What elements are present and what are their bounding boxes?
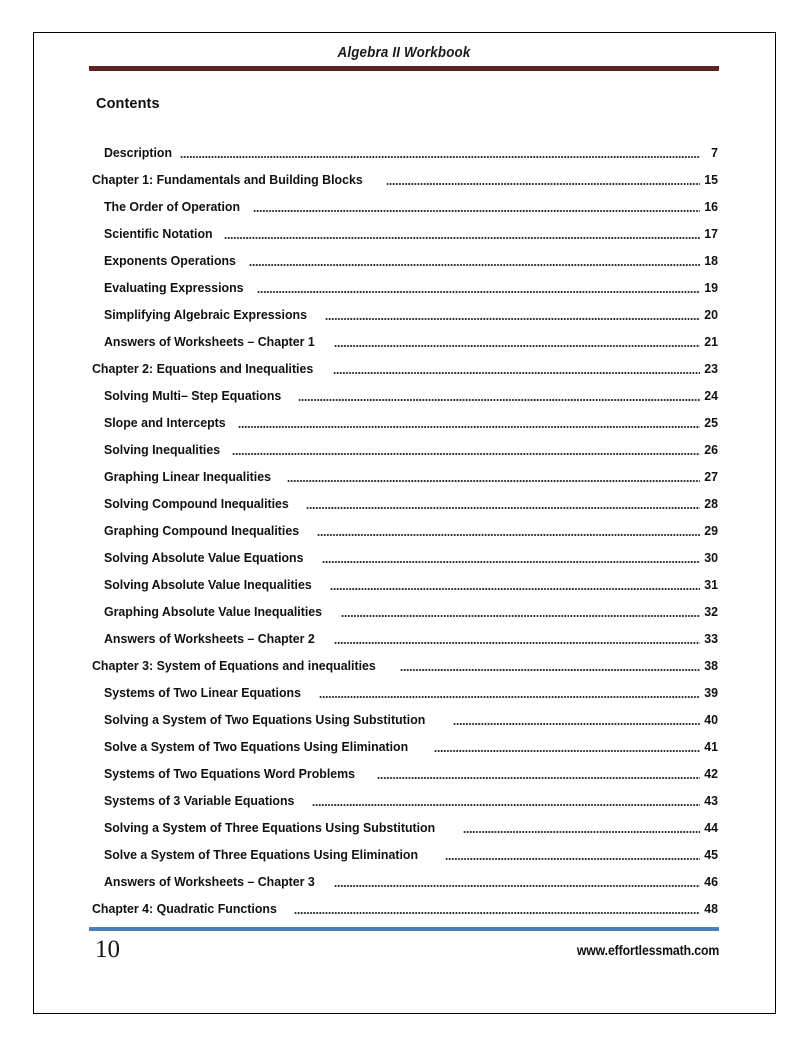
toc-entry-page: 29 bbox=[704, 523, 718, 539]
toc-dot-leader bbox=[445, 849, 700, 862]
toc-entry-page: 25 bbox=[704, 415, 718, 431]
toc-entry-label: Solving Compound Inequalities bbox=[104, 496, 289, 512]
toc-entry-page: 28 bbox=[704, 496, 718, 512]
toc-entry-page: 26 bbox=[704, 442, 718, 458]
toc-entry-page: 32 bbox=[704, 604, 718, 620]
toc-entry-label: Evaluating Expressions bbox=[104, 280, 244, 296]
toc-dot-leader bbox=[334, 336, 700, 349]
toc-entry-label: Slope and Intercepts bbox=[104, 415, 226, 431]
footer-divider bbox=[89, 927, 719, 932]
toc-entry-page: 44 bbox=[704, 820, 718, 836]
toc-entry-row[interactable] bbox=[92, 241, 718, 268]
toc-entry-label: The Order of Operation bbox=[104, 199, 241, 215]
toc-entry-label: Solving Absolute Value Equations bbox=[104, 550, 304, 566]
toc-entry-page: 43 bbox=[704, 793, 718, 809]
toc-entry-label: Simplifying Algebraic Expressions bbox=[104, 307, 307, 323]
toc-entry-row[interactable] bbox=[92, 673, 718, 700]
header-title: Algebra II Workbook bbox=[337, 45, 471, 61]
toc-entry-label: Systems of Two Equations Word Problems bbox=[104, 766, 356, 782]
toc-dot-leader bbox=[334, 876, 700, 889]
footer-body bbox=[89, 937, 719, 977]
toc-dot-leader bbox=[180, 147, 700, 160]
toc-entry-row[interactable] bbox=[92, 835, 718, 862]
toc-dot-leader bbox=[306, 498, 700, 511]
toc-entry-row[interactable] bbox=[92, 592, 718, 619]
toc-chapter-row[interactable] bbox=[92, 889, 718, 916]
toc-entry-label: Solving a System of Three Equations Using Substitution bbox=[104, 820, 436, 836]
toc-entry-label: Answers of Worksheets – Chapter 3 bbox=[104, 874, 315, 890]
page-sheet bbox=[33, 32, 776, 1014]
toc-dot-leader bbox=[341, 606, 700, 619]
toc-dot-leader bbox=[224, 228, 700, 241]
toc-entry-row[interactable] bbox=[92, 403, 718, 430]
toc-entry-row[interactable] bbox=[92, 133, 718, 160]
toc-entry-label: Chapter 1: Fundamentals and Building Blocks bbox=[92, 172, 363, 188]
toc-entry-row[interactable] bbox=[92, 619, 718, 646]
toc-chapter-row[interactable] bbox=[92, 646, 718, 673]
toc-entry-page: 42 bbox=[704, 766, 718, 782]
toc-entry-page: 41 bbox=[704, 739, 718, 755]
toc-entry-label: Answers of Worksheets – Chapter 1 bbox=[104, 334, 315, 350]
toc-entry-page: 19 bbox=[704, 280, 718, 296]
toc-entry-page: 23 bbox=[704, 361, 718, 377]
toc-entry-row[interactable] bbox=[92, 268, 718, 295]
toc-entry-label: Solving Multi– Step Equations bbox=[104, 388, 282, 404]
table-of-contents bbox=[92, 133, 718, 916]
toc-dot-leader bbox=[253, 201, 700, 214]
toc-dot-leader bbox=[400, 660, 700, 673]
toc-entry-label: Chapter 4: Quadratic Functions bbox=[92, 901, 277, 917]
toc-dot-leader bbox=[294, 903, 700, 916]
toc-entry-page: 7 bbox=[711, 145, 718, 161]
toc-entry-row[interactable] bbox=[92, 511, 718, 538]
toc-entry-page: 15 bbox=[704, 172, 718, 188]
toc-dot-leader bbox=[434, 741, 700, 754]
toc-entry-page: 21 bbox=[704, 334, 718, 350]
toc-dot-leader bbox=[322, 552, 700, 565]
toc-entry-page: 27 bbox=[704, 469, 718, 485]
page-number: 10 bbox=[95, 936, 120, 963]
toc-entry-label: Exponents Operations bbox=[104, 253, 236, 269]
toc-entry-label: Solving Inequalities bbox=[104, 442, 221, 458]
toc-entry-row[interactable] bbox=[92, 484, 718, 511]
toc-entry-row[interactable] bbox=[92, 214, 718, 241]
toc-entry-row[interactable] bbox=[92, 700, 718, 727]
toc-entry-row[interactable] bbox=[92, 808, 718, 835]
toc-entry-label: Graphing Linear Inequalities bbox=[104, 469, 271, 485]
toc-entry-row[interactable] bbox=[92, 754, 718, 781]
toc-dot-leader bbox=[463, 822, 700, 835]
toc-entry-label: Solve a System of Two Equations Using Elimination bbox=[104, 739, 409, 755]
toc-dot-leader bbox=[249, 255, 700, 268]
toc-chapter-row[interactable] bbox=[92, 349, 718, 376]
toc-dot-leader bbox=[333, 363, 700, 376]
toc-entry-label: Solving a System of Two Equations Using Substitution bbox=[104, 712, 426, 728]
toc-entry-row[interactable] bbox=[92, 565, 718, 592]
toc-entry-page: 40 bbox=[704, 712, 718, 728]
toc-entry-page: 24 bbox=[704, 388, 718, 404]
toc-entry-row[interactable] bbox=[92, 538, 718, 565]
toc-entry-row[interactable] bbox=[92, 376, 718, 403]
toc-entry-page: 30 bbox=[704, 550, 718, 566]
toc-entry-label: Chapter 3: System of Equations and inequalities bbox=[92, 658, 376, 674]
toc-dot-leader bbox=[330, 579, 700, 592]
toc-entry-label: Graphing Absolute Value Inequalities bbox=[104, 604, 323, 620]
toc-entry-page: 39 bbox=[704, 685, 718, 701]
toc-entry-row[interactable] bbox=[92, 781, 718, 808]
toc-dot-leader bbox=[312, 795, 700, 808]
toc-entry-label: Solve a System of Three Equations Using Elimination bbox=[104, 847, 419, 863]
toc-entry-row[interactable] bbox=[92, 430, 718, 457]
toc-entry-label: Graphing Compound Inequalities bbox=[104, 523, 300, 539]
toc-entry-page: 46 bbox=[704, 874, 718, 890]
running-header bbox=[89, 45, 719, 71]
toc-entry-row[interactable] bbox=[92, 187, 718, 214]
toc-dot-leader bbox=[386, 174, 700, 187]
page-footer bbox=[89, 927, 719, 978]
toc-entry-page: 16 bbox=[704, 199, 718, 215]
toc-dot-leader bbox=[325, 309, 700, 322]
toc-entry-row[interactable] bbox=[92, 727, 718, 754]
toc-entry-label: Systems of Two Linear Equations bbox=[104, 685, 301, 701]
toc-dot-leader bbox=[453, 714, 701, 727]
toc-entry-page: 17 bbox=[704, 226, 718, 242]
toc-entry-page: 20 bbox=[704, 307, 718, 323]
toc-entry-label: Chapter 2: Equations and Inequalities bbox=[92, 361, 314, 377]
header-divider bbox=[89, 66, 719, 71]
contents-heading: Contents bbox=[96, 96, 160, 112]
toc-entry-page: 18 bbox=[704, 253, 718, 269]
toc-entry-label: Solving Absolute Value Inequalities bbox=[104, 577, 312, 593]
toc-entry-page: 48 bbox=[704, 901, 718, 917]
toc-entry-page: 38 bbox=[704, 658, 718, 674]
toc-dot-leader bbox=[377, 768, 700, 781]
toc-dot-leader bbox=[334, 633, 700, 646]
toc-dot-leader bbox=[232, 444, 700, 457]
toc-entry-label: Scientific Notation bbox=[104, 226, 213, 242]
toc-dot-leader bbox=[298, 390, 700, 403]
toc-dot-leader bbox=[319, 687, 700, 700]
toc-dot-leader bbox=[317, 525, 700, 538]
toc-entry-row[interactable] bbox=[92, 295, 718, 322]
toc-dot-leader bbox=[287, 471, 700, 484]
toc-dot-leader bbox=[257, 282, 700, 295]
toc-entry-row[interactable] bbox=[92, 457, 718, 484]
toc-entry-label: Description bbox=[104, 145, 173, 161]
toc-entry-row[interactable] bbox=[92, 322, 718, 349]
site-url: www.effortlessmath.com bbox=[576, 943, 719, 958]
toc-entry-page: 33 bbox=[704, 631, 718, 647]
toc-entry-row[interactable] bbox=[92, 862, 718, 889]
toc-entry-page: 45 bbox=[704, 847, 718, 863]
toc-dot-leader bbox=[238, 417, 700, 430]
toc-entry-page: 31 bbox=[704, 577, 718, 593]
toc-entry-label: Answers of Worksheets – Chapter 2 bbox=[104, 631, 315, 647]
toc-chapter-row[interactable] bbox=[92, 160, 718, 187]
toc-entry-label: Systems of 3 Variable Equations bbox=[104, 793, 295, 809]
